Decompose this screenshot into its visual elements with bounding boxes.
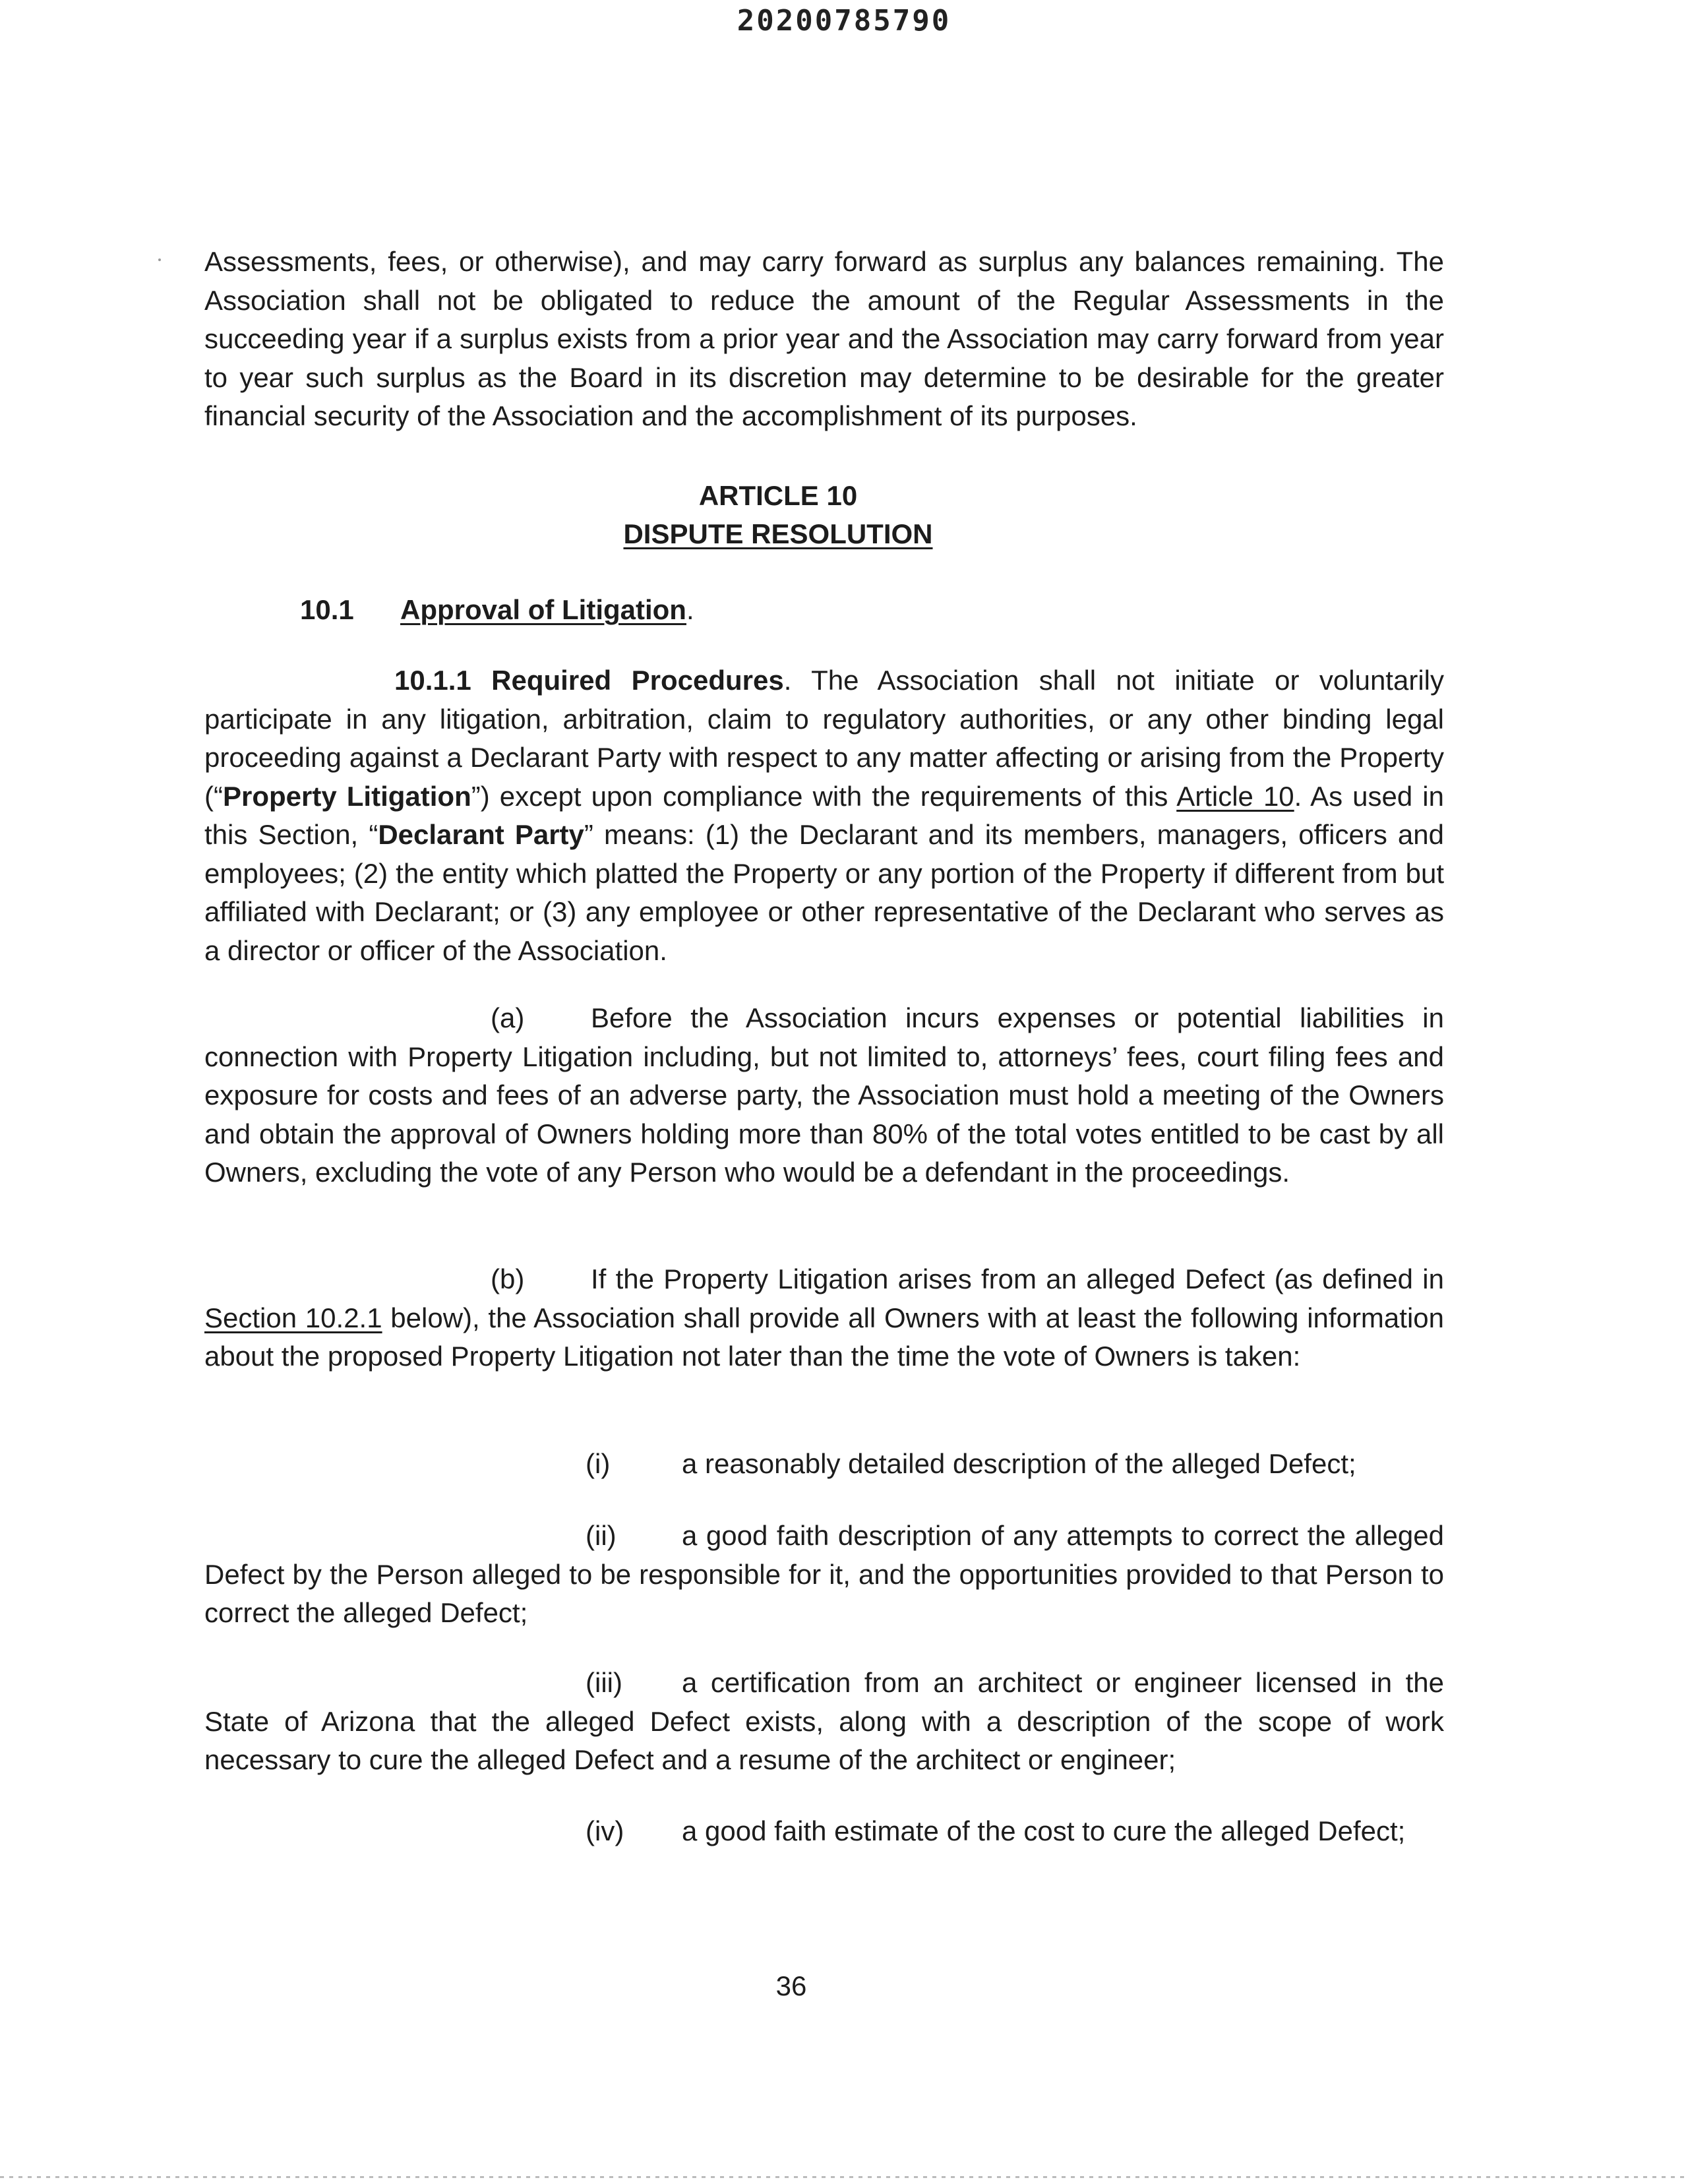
article-title-text: DISPUTE RESOLUTION [623, 518, 933, 549]
paragraph-a [204, 999, 1444, 1192]
paragraph-b [204, 1260, 1444, 1376]
paragraph-b-label: (b) [491, 1263, 525, 1294]
paragraph-b-text-2: below), the Association shall provide all Owners with at least the following information about the proposed Property Litigation not later than the time the vote of Owners is taken: [204, 1302, 1444, 1372]
scan-edge-line [0, 2176, 1688, 2178]
subsection-10-1-1 [204, 661, 1444, 970]
paragraph-b-text-1: If the Property Litigation arises from an alleged Defect (as defined in [591, 1263, 1444, 1294]
list-item-text: a good faith description of any attempts to correct the alleged Defect by the Person alleged to be responsible for it, and the opportunities provided to that Person to correct the alleged Defect; [204, 1520, 1444, 1628]
page-number: 36 [775, 1970, 807, 2001]
section-title-suffix: . [686, 594, 694, 625]
list-item [204, 1517, 1444, 1633]
list-item-text: a good faith estimate of the cost to cure the alleged Defect; [682, 1815, 1406, 1846]
article-title [0, 515, 1556, 553]
list-item [204, 1445, 1444, 1484]
subsection-text-4: ” means: (1) the Declarant and its members, managers, officers and employees; (2) the entity which platted the Property or any portion of the Property if different from but affiliated with Declarant; or (3) any employee or other representative of the Declarant who serves as a director or officer of the Association. [204, 819, 1444, 966]
subsection-text-2: ”) except upon compliance with the requirements of this [471, 780, 1177, 812]
paragraph-a-text: Before the Association incurs expenses or potential liabilities in connection with Property Litigation including, but not limited to, attorneys’ fees, court filing fees and exposure for costs and fees of an adverse party, the Association must hold a meeting of the Owners and obtain the approval of Owners holding more than 80% of the total votes entitled to be cast by all Owners, excluding the vote of any Person who would be a defendant in the proceedings. [204, 1002, 1444, 1188]
recording-number: 20200785790 [737, 4, 951, 38]
subsection-label: 10.1.1 Required Procedures [394, 665, 784, 696]
paragraph-a-label: (a) [491, 1002, 525, 1033]
section-number: 10.1 [300, 594, 354, 625]
list-item [204, 1812, 1444, 1851]
list-item-label: (iii) [586, 1667, 622, 1698]
subsection-text-3: . As used in this Section, “ [204, 780, 1445, 850]
term-declarant-party: Declarant Party [378, 819, 584, 850]
intro-paragraph: Assessments, fees, or otherwise), and may carry forward as surplus any balances remaining. The Association shall not be obligated to reduce the amount of the Regular Assessments in the succeeding year if a surplus exists from a prior year and the Association may carry forward from year to year such surplus as the Board in its discretion may determine to be desirable for the greater financial security of the Association and the accomplishment of its purposes. [204, 246, 1444, 431]
list-item-label: (i) [586, 1448, 611, 1479]
article-number: ARTICLE 10 [698, 480, 858, 511]
subsection-text-1: The Association shall not initiate or voluntarily participate in any litigation, arbitration, claim to regulatory authorities, or any other binding legal proceeding against a Declarant Party with respect to any matter affecting or arising from the Property (“ [204, 665, 1444, 812]
scan-speck [158, 258, 161, 261]
section-heading [300, 591, 694, 629]
article-10-reference: Article 10 [1176, 780, 1294, 812]
subsection-label-suffix: . [783, 665, 792, 696]
list-item-text: a reasonably detailed description of the alleged Defect; [682, 1448, 1356, 1479]
list-item-label: (ii) [586, 1520, 617, 1551]
term-property-litigation: Property Litigation [222, 780, 471, 812]
section-title: Approval of Litigation [400, 594, 686, 625]
section-10-2-1-reference: Section 10.2.1 [204, 1302, 382, 1333]
list-item-label: (iv) [586, 1815, 624, 1846]
list-item-text: a certification from an architect or engineer licensed in the State of Arizona that the alleged Defect exists, along with a description of the scope of work necessary to cure the alleged Defect and a resume of the architect or engineer; [204, 1667, 1444, 1775]
list-item [204, 1664, 1444, 1780]
